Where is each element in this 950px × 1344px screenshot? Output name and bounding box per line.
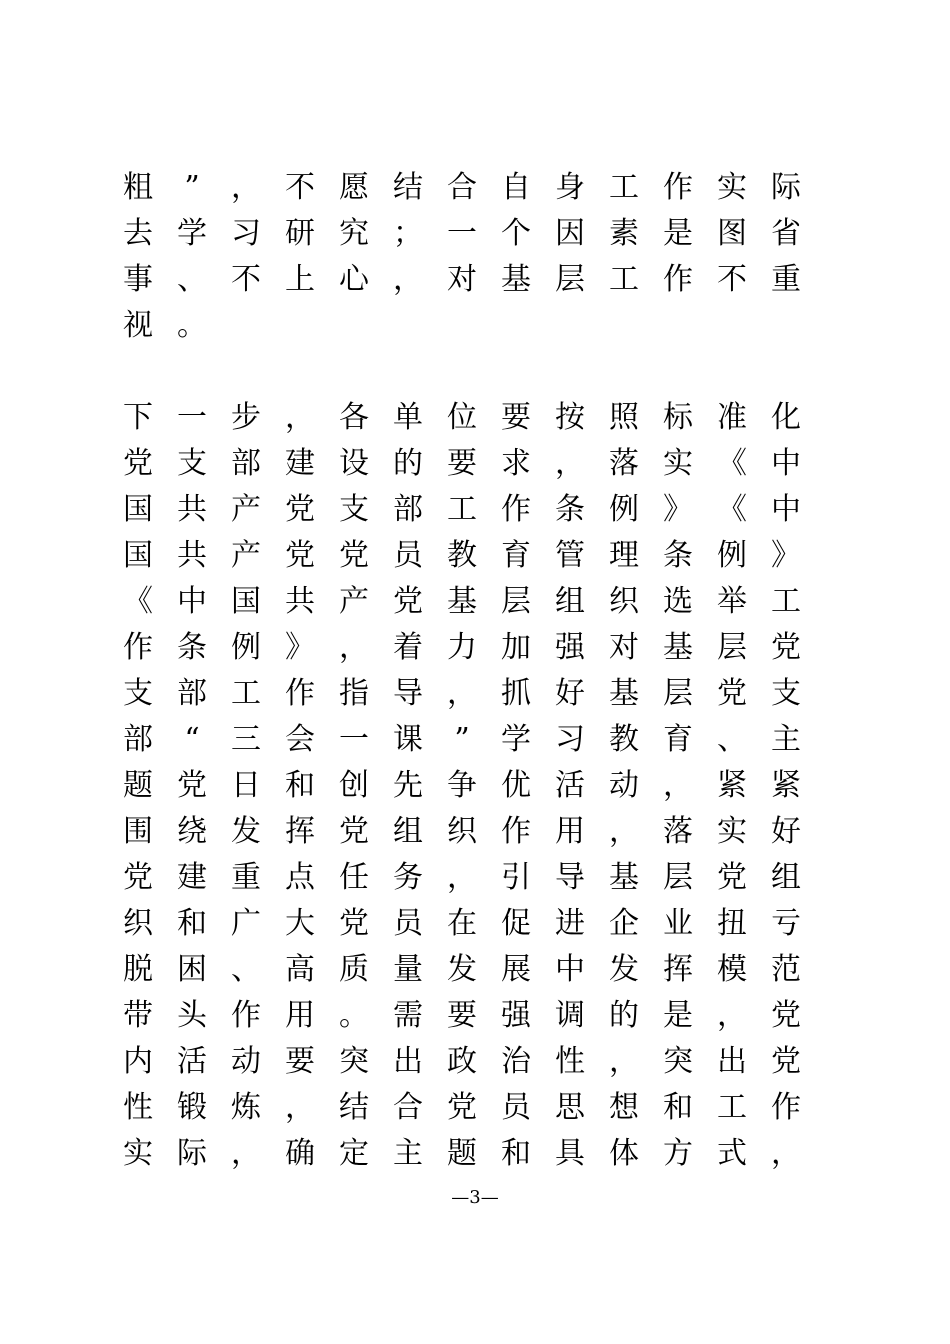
text-char: 质 [339,952,369,987]
text-char: 方 [663,1136,693,1171]
text-char: ， [555,446,585,481]
text-char: 主 [393,1136,423,1171]
text-char: 》 [285,630,315,665]
text-char: 实 [717,814,747,849]
text-char: 事 [123,262,153,297]
text-char: 进 [555,906,585,941]
text-char: 好 [555,676,585,711]
text-char: 引 [501,860,531,895]
text-char: 党 [717,676,747,711]
text-char: 工 [609,170,639,205]
text-char: 大 [285,906,315,941]
text-char: 绕 [177,814,207,849]
text-char: 内 [123,1044,153,1079]
text-char: 国 [123,538,153,573]
text-char: 日 [231,768,261,803]
text-char: 步 [231,400,261,435]
text-char: 要 [285,1044,315,1079]
text-char: 具 [555,1136,585,1171]
text-char: 化 [771,400,801,435]
text-char: 导 [555,860,585,895]
text-char: 政 [447,1044,477,1079]
text-char: 设 [339,446,369,481]
text-char: 、 [717,722,747,757]
text-char: 作 [663,262,693,297]
text-char: 作 [285,676,315,711]
text-char: 作 [501,814,531,849]
text-char: 合 [393,1090,423,1125]
text-char: 力 [447,630,477,665]
text-char: 教 [447,538,477,573]
text-char: 促 [501,906,531,941]
text-char: 活 [177,1044,207,1079]
text-char: 是 [663,216,693,251]
text-char: ， [231,170,261,205]
text-char: 《 [123,584,153,619]
text-char: 确 [285,1136,315,1171]
text-char: ” [454,722,470,757]
text-char: ， [609,1044,639,1079]
text-char: 基 [609,676,639,711]
text-char: 发 [231,814,261,849]
text-char: ， [663,768,693,803]
text-line [122,402,822,448]
text-char: 位 [447,400,477,435]
text-char: 因 [555,216,585,251]
text-char: 任 [339,860,369,895]
text-char: 用 [555,814,585,849]
text-char: 和 [663,1090,693,1125]
text-char: 、 [231,952,261,987]
text-char: 去 [123,216,153,251]
text-char: 》 [663,492,693,527]
text-char: 是 [663,998,693,1033]
text-char: 实 [663,446,693,481]
text-char: ； [393,216,423,251]
text-char: 发 [609,952,639,987]
text-char: 重 [231,860,261,895]
text-char: 共 [177,492,207,527]
text-char: 条 [555,492,585,527]
text-char: 活 [555,768,585,803]
text-char: 育 [501,538,531,573]
text-char: ” [184,170,200,205]
text-char: 强 [501,998,531,1033]
text-char: 要 [447,998,477,1033]
text-line [122,770,822,816]
text-line [122,1000,822,1046]
text-char: 想 [609,1090,639,1125]
text-char: 素 [609,216,639,251]
text-char: 。 [339,998,369,1033]
text-char: 教 [609,722,639,757]
text-char: 一 [447,216,477,251]
text-char: 单 [393,400,423,435]
text-char: 突 [663,1044,693,1079]
text-char: 要 [447,446,477,481]
text-char: 基 [609,860,639,895]
text-char: 作 [123,630,153,665]
text-line [122,1046,822,1092]
text-char: 广 [231,906,261,941]
text-char: 作 [231,998,261,1033]
text-char: 党 [717,860,747,895]
text-char: 突 [339,1044,369,1079]
text-char: 身 [555,170,585,205]
text-char: 动 [231,1044,261,1079]
text-char: 学 [177,216,207,251]
text-char: 支 [177,446,207,481]
text-char: 支 [123,676,153,711]
text-char: 思 [555,1090,585,1125]
text-char: ， [609,814,639,849]
text-char: 定 [339,1136,369,1171]
text-char: 习 [231,216,261,251]
text-char: 式 [717,1136,747,1171]
text-char: 部 [177,676,207,711]
text-char: 《 [717,492,747,527]
text-char: 产 [231,492,261,527]
text-char: 结 [339,1090,369,1125]
text-char: 上 [285,262,315,297]
text-char: 支 [771,676,801,711]
text-char: 会 [285,722,315,757]
text-char: 究 [339,216,369,251]
text-char: ， [447,676,477,711]
text-char: 不 [231,262,261,297]
text-char: 心 [339,262,369,297]
text-char: 理 [609,538,639,573]
text-char: 员 [501,1090,531,1125]
text-char: 举 [717,584,747,619]
text-char: 出 [393,1044,423,1079]
text-char: 工 [231,676,261,711]
text-char: 主 [771,722,801,757]
text-char: 共 [177,538,207,573]
text-char: 国 [231,584,261,619]
text-char: 各 [339,400,369,435]
text-char: 挥 [663,952,693,987]
text-char: 育 [663,722,693,757]
text-char: 基 [447,584,477,619]
text-char: 研 [285,216,315,251]
text-char: 图 [717,216,747,251]
text-char: 共 [285,584,315,619]
text-char: 基 [663,630,693,665]
text-char: 争 [447,768,477,803]
text-char: 务 [393,860,423,895]
text-char: 建 [177,860,207,895]
text-char: 工 [609,262,639,297]
text-char: 一 [339,722,369,757]
text-char: 组 [555,584,585,619]
text-char: 层 [501,584,531,619]
text-char: 亏 [771,906,801,941]
text-char: 条 [177,630,207,665]
text-char: 党 [447,1090,477,1125]
text-line [122,1092,822,1138]
text-char: 高 [285,952,315,987]
text-char: 抓 [501,676,531,711]
text-char: 落 [609,446,639,481]
text-char: 作 [501,492,531,527]
text-char: 的 [609,998,639,1033]
text-char: 党 [393,584,423,619]
text-char: 层 [717,630,747,665]
text-char: 工 [771,584,801,619]
text-line [122,310,822,356]
text-char: 不 [717,262,747,297]
text-char: 党 [771,630,801,665]
text-char: 自 [501,170,531,205]
text-char: 需 [393,998,423,1033]
text-char: 作 [663,170,693,205]
text-char: 组 [393,814,423,849]
text-char: 范 [771,952,801,987]
text-char: 企 [609,906,639,941]
text-char: 围 [123,814,153,849]
text-char: 产 [339,584,369,619]
page-number: —3— [451,1187,499,1208]
text-char: 。 [177,308,207,343]
text-char: 创 [339,768,369,803]
text-char: 扭 [717,906,747,941]
text-char: 对 [609,630,639,665]
text-line [122,448,822,494]
text-char: 先 [393,768,423,803]
text-char: 织 [609,584,639,619]
text-char: 照 [609,400,639,435]
text-line [122,678,822,724]
text-char: 头 [177,998,207,1033]
text-char: 例 [231,630,261,665]
text-char: 脱 [123,952,153,987]
text-char: 不 [285,170,315,205]
text-char: 标 [663,400,693,435]
text-char: 困 [177,952,207,987]
text-char: 党 [123,860,153,895]
text-char: ， [339,630,369,665]
text-char: 治 [501,1044,531,1079]
text-char: 调 [555,998,585,1033]
text-char: 党 [771,998,801,1033]
text-char: 加 [501,630,531,665]
text-char: 求 [501,446,531,481]
text-char: 学 [501,722,531,757]
text-char: ， [285,1090,315,1125]
text-char: 例 [717,538,747,573]
text-char: 准 [717,400,747,435]
text-line [122,540,822,586]
text-char: 层 [663,676,693,711]
text-char: 《 [717,446,747,481]
text-char: 锻 [177,1090,207,1125]
text-char: 发 [447,952,477,987]
text-char: 习 [555,722,585,757]
text-char: 党 [285,538,315,573]
text-char: 带 [123,998,153,1033]
text-char: 部 [123,722,153,757]
text-char: ， [447,860,477,895]
text-char: 好 [771,814,801,849]
text-line [122,586,822,632]
text-char: 一 [177,400,207,435]
text-char: 优 [501,768,531,803]
text-char: 展 [501,952,531,987]
text-char: 视 [123,308,153,343]
text-char: 中 [771,446,801,481]
text-char: 挥 [285,814,315,849]
text-char: 落 [663,814,693,849]
text-char: 点 [285,860,315,895]
text-char: 和 [501,1136,531,1171]
text-line [122,1138,822,1184]
text-char: 党 [339,906,369,941]
text-char: ， [231,1136,261,1171]
text-char: 管 [555,538,585,573]
text-char: 出 [717,1044,747,1079]
text-char: 党 [285,492,315,527]
text-char: 紧 [771,768,801,803]
text-char: 、 [177,262,207,297]
text-char: 条 [663,538,693,573]
text-char: 题 [447,1136,477,1171]
text-char: 实 [717,170,747,205]
text-line [122,954,822,1000]
text-char: 层 [663,860,693,895]
text-char: ， [717,998,747,1033]
text-char: 员 [393,906,423,941]
text-char: “ [184,722,200,757]
text-line [122,172,822,218]
text-char: 课 [393,722,423,757]
text-line [122,862,822,908]
text-char: 性 [555,1044,585,1079]
text-line [122,632,822,678]
text-char: 建 [285,446,315,481]
text-char: 部 [393,492,423,527]
text-char: 例 [609,492,639,527]
text-char: 层 [555,262,585,297]
text-char: 国 [123,492,153,527]
text-char: 动 [609,768,639,803]
text-char: 工 [717,1090,747,1125]
text-line [122,494,822,540]
text-line [122,218,822,264]
text-char: 结 [393,170,423,205]
text-char: 量 [393,952,423,987]
text-char: 际 [771,170,801,205]
text-char: 的 [393,446,423,481]
text-line [122,816,822,862]
text-char: 性 [123,1090,153,1125]
text-char: 业 [663,906,693,941]
text-char: 题 [123,768,153,803]
text-char: 中 [177,584,207,619]
text-char: 党 [771,1044,801,1079]
text-char: 用 [285,998,315,1033]
text-char: 织 [447,814,477,849]
text-char: 在 [447,906,477,941]
text-char: ， [771,1136,801,1171]
text-line [122,908,822,954]
text-char: ， [285,400,315,435]
text-char: 织 [123,906,153,941]
text-char: 》 [771,538,801,573]
text-char: 组 [771,860,801,895]
text-char: 省 [771,216,801,251]
text-char: 愿 [339,170,369,205]
text-char: 际 [177,1136,207,1171]
text-char: 合 [447,170,477,205]
text-char: 工 [447,492,477,527]
text-char: 和 [285,768,315,803]
text-char: 党 [339,814,369,849]
text-char: ， [393,262,423,297]
text-char: 党 [177,768,207,803]
text-char: 对 [447,262,477,297]
text-char: 选 [663,584,693,619]
text-char: 党 [339,538,369,573]
text-char: 炼 [231,1090,261,1125]
text-char: 模 [717,952,747,987]
text-char: 中 [771,492,801,527]
text-char: 作 [771,1090,801,1125]
text-char: 体 [609,1136,639,1171]
text-char: 基 [501,262,531,297]
text-char: 三 [231,722,261,757]
text-char: 部 [231,446,261,481]
text-char: 产 [231,538,261,573]
text-char: 按 [555,400,585,435]
text-line [122,724,822,770]
text-char: 党 [123,446,153,481]
text-char: 强 [555,630,585,665]
text-char: 和 [177,906,207,941]
text-char: 中 [555,952,585,987]
text-char: 着 [393,630,423,665]
text-char: 支 [339,492,369,527]
text-char: 个 [501,216,531,251]
text-char: 要 [501,400,531,435]
text-char: 实 [123,1136,153,1171]
text-char: 导 [393,676,423,711]
text-line [122,264,822,310]
text-char: 员 [393,538,423,573]
text-char: 下 [123,400,153,435]
text-char: 紧 [717,768,747,803]
text-char: 粗 [123,170,153,205]
text-char: 重 [771,262,801,297]
text-char: 指 [339,676,369,711]
